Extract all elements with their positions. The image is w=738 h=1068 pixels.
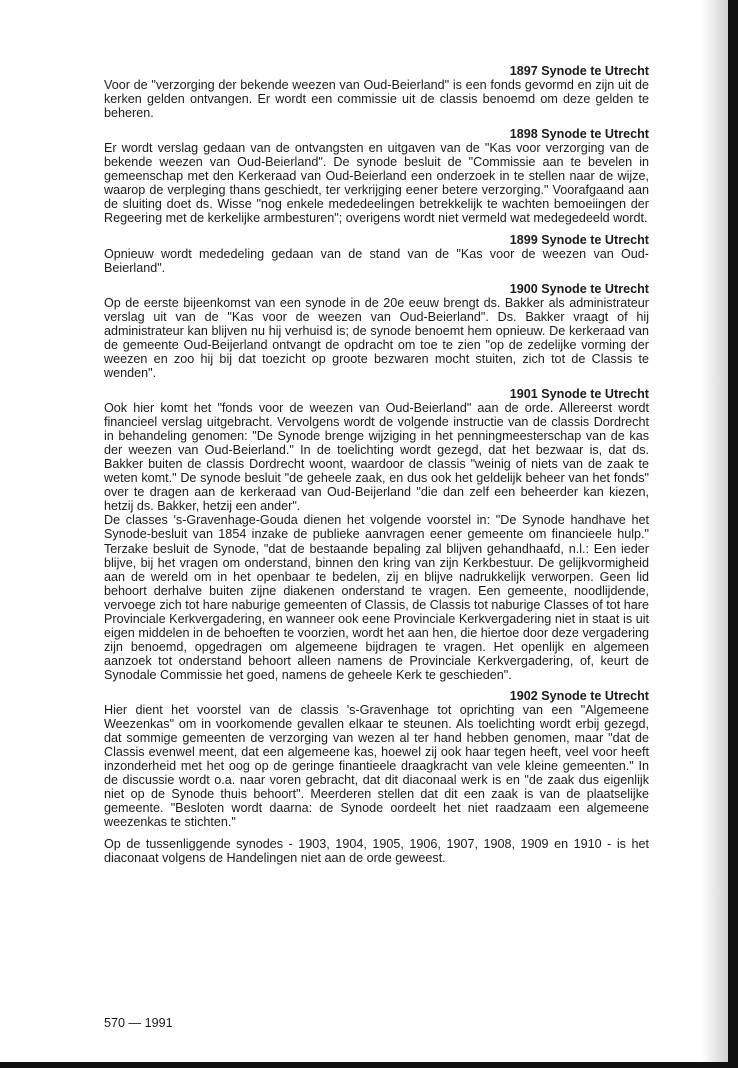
page-bottom-edge [0,1062,738,1068]
page-number: 570 — 1991 [104,1016,173,1030]
page-binding-shadow [702,0,728,1068]
section-1897 [104,64,649,120]
section-title: 1900 Synode te Utrecht [509,281,649,296]
document-body [104,64,649,873]
section-paragraph: Ook hier komt het "fonds voor de weezen van Oud-Beierland" aan de orde. Allereerst wordt financieel verslag uitgebracht. Vervolgens wordt de volgende instructie van de classis Dordrecht in behandeling genomen: "De Synode brenge wijziging in het penningmeesterschap van de kas der weezen van Oud-Beierland." In de toelichting wordt gezegd, dat het bezwaar is, dat ds. Bakker buiten de classis Dordrecht woont, waardoor de classis "weinig of niets van de zaak te weten komt." De synode besluit "de geheele zaak, en dus ook het geldelijk beheer van het fonds" over te dragen aan de kerkeraad van Oud-Beijerland "die dan zelf een beheerder kan kiezen, hetzij ds. Bakker, hetzij een ander". [104,401,649,514]
section-title: 1902 Synode te Utrecht [509,688,649,703]
section-paragraph: Er wordt verslag gedaan van de ontvangsten en uitgaven van de "Kas voor verzorging van de bekende weezen van Oud-Beierland". De synode besluit de "Commissie aan te bevelen in gemeenschap met den Kerkeraad van Oud-Beierland een onderzoek in te stellen naar de wijze, waarop de verpleging thans geschiedt, ter verkrijging eener betere verzorging." Voorafgaand aan de sluiting doet ds. Wisse "nog enkele mededeelingen betrekkelijk te wachten bemoeiingen der Regeering met de kerkelijke armbesturen"; overigens wordt niet vermeld wat medegedeeld wordt. [104,141,649,226]
section-paragraph: Hier dient het voorstel van de classis 's-Gravenhage tot oprichting van een "Algemeene Weezenkas" om in voorkomende gevallen elkaar te steunen. Als toelichting wordt erbij gezegd, dat sommige gemeenten de verzorging van wezen al ter hand hebben genomen, maar "dat de Classis evenwel meent, dat een algemeene kas, hoewel zij ook haar tegen heeft, veel voor heeft inzonderheid met het oog op de geringe finantieele draagkracht van vele kleine gemeenten." In de discussie wordt o.a. naar voren gebracht, dat dit diaconaal werk is en "de zaak dus eigenlijk niet op de Synode thuis behoort". Meerderen stellen dat dit een zaak is van de plaatselijke gemeente. "Besloten wordt daarna: de Synode oordeelt het niet raadzaam een algemeene weezenkas te stichten." [104,703,649,830]
section-1898 [104,127,649,225]
section-paragraph: De classes 's-Gravenhage-Gouda dienen het volgende voorstel in: "De Synode handhave het Synode-besluit van 1854 inzake de publieke aanvragen eener gemeente om financieele hulp." Terzake besluit de Synode, "dat de bestaande bepaling zal blijven gehandhaafd, n.l.: Een ieder blijve, bij het vragen om onderstand, binnen den kring van zijn Kerkbestuur. De gelijkvormigheid aan de wereld om in het openbaar te bedelen, zij en blijve nadrukkelijk verworpen. Geen lid behoort derhalve buiten zijne diakenen onderstand te vragen. Een gemeente, noodlijdende, vervoege zich tot hare naburige gemeenten of Classis, de Classis tot naburige Classes of tot hare Provinciale Kerkvergadering, en wanneer ook eene Provinciale Kerkvergadering niet in staat is uit eigen middelen in de behoeften te voorzien, wordt het aan hen, die hiertoe door deze vergadering zijn benoemd, opgedragen om algemeene bijdragen te vragen. Het openlijk en algemeen aanzoek tot onderstand behoort alleen namens de Provinciale Kerkvergadering, of, keurt de Synodale Commissie het goed, namens de geheele Kerk te geschieden". [104,513,649,682]
section-1900 [104,282,649,380]
page-right-edge [728,0,738,1068]
section-paragraph: Voor de "verzorging der bekende weezen van Oud-Beierland" is een fonds gevormd en zijn uit de kerken gelden ontvangen. Er wordt een commissie uit de classis benoemd om deze gelden te beheren. [104,78,649,121]
section-title: 1898 Synode te Utrecht [509,127,649,142]
closing-paragraph: Op de tussenliggende synodes - 1903, 1904, 1905, 1906, 1907, 1908, 1909 en 1910 - is het diaconaat volgens de Handelingen niet aan de orde geweest. [104,837,649,866]
section-title: 1897 Synode te Utrecht [509,64,649,78]
section-title: 1899 Synode te Utrecht [509,232,649,247]
section-paragraph: Opnieuw wordt mededeling gedaan van de stand van de "Kas voor de weezen van Oud-Beierland". [104,246,649,275]
section-1899 [104,233,649,275]
section-1902 [104,689,649,829]
section-1901 [104,387,649,682]
section-title: 1901 Synode te Utrecht [509,386,649,401]
section-paragraph: Op de eerste bijeenkomst van een synode in de 20e eeuw brengt ds. Bakker als administrateur verslag uit van de "Kas voor de weezen van Oud-Beierland". Ds. Bakker vraagt of hij administrateur kan blijven nu hij verhuisd is; de synode benoemt hem opnieuw. De kerkeraad van de gemeente Oud-Beijerland ontvangt de opdracht om toe te zien "op de zedelijke vorming der weezen en zoo hij bij dat toezicht op groote bezwaren mocht stuiten, zich tot de Classis te wenden". [104,295,649,380]
